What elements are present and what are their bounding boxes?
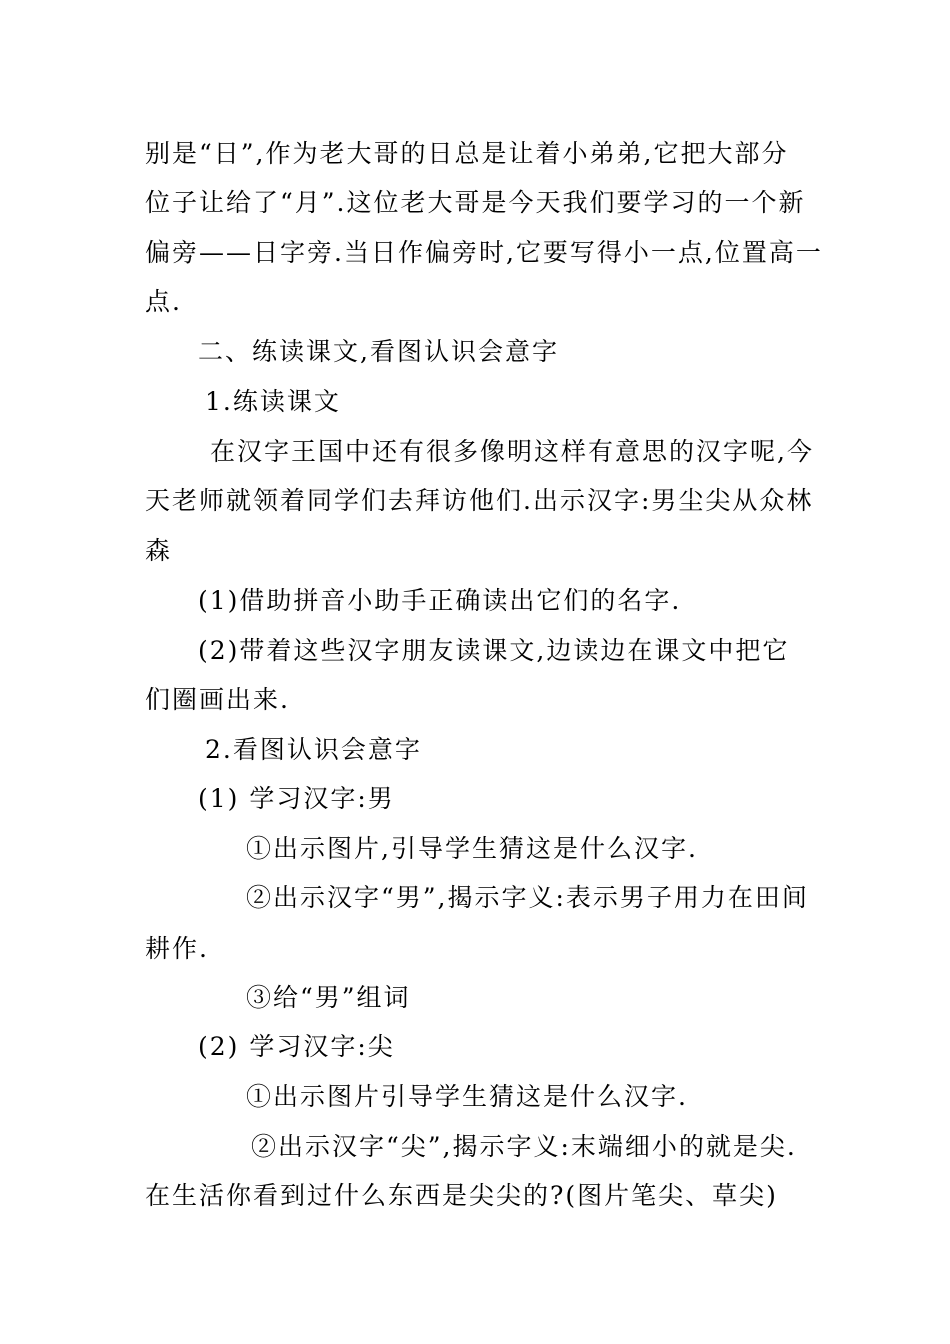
text-line-11: (2)带着这些汉字朋友读课文,边读边在课文中把它 bbox=[198, 636, 790, 665]
text-line-12: 们圈画出来. bbox=[145, 685, 290, 714]
text-line-1: 别是“日”,作为老大哥的日总是让着小弟弟,它把大部分 bbox=[145, 139, 789, 168]
text-line-3: 偏旁——日字旁.当日作偏旁时,它要写得小一点,位置高一 bbox=[145, 238, 823, 267]
text-line-21: ②出示汉字“尖”,揭示字义:末端细小的就是尖. bbox=[251, 1132, 797, 1161]
text-line-4: 点. bbox=[145, 287, 182, 316]
text-line-10: (1)借助拼音小助手正确读出它们的名字. bbox=[198, 586, 682, 615]
text-line-19: (2) 学习汉字:尖 bbox=[198, 1032, 395, 1061]
section-heading: 二、练读课文,看图认识会意字 bbox=[198, 337, 559, 366]
text-line-18: ③给“男”组词 bbox=[246, 983, 411, 1012]
text-line-7: 在汉字王国中还有很多像明这样有意思的汉字呢,今 bbox=[210, 437, 814, 466]
text-line-9: 森 bbox=[145, 536, 173, 565]
text-line-17: 耕作. bbox=[145, 934, 209, 963]
subsection-heading-2: 2.看图认识会意字 bbox=[205, 735, 422, 764]
subsection-heading-1: 1.练读课文 bbox=[205, 387, 341, 416]
text-line-14: (1) 学习汉字:男 bbox=[198, 784, 395, 813]
text-line-16: ②出示汉字“男”,揭示字义:表示男子用力在田间 bbox=[246, 883, 809, 912]
text-line-20: ①出示图片引导学生猜这是什么汉字. bbox=[246, 1082, 688, 1111]
text-line-2: 位子让给了“月”.这位老大哥是今天我们要学习的一个新 bbox=[145, 188, 806, 217]
text-line-15: ①出示图片,引导学生猜这是什么汉字. bbox=[246, 834, 698, 863]
text-line-8: 天老师就领着同学们去拜访他们.出示汉字:男尘尖从众林 bbox=[145, 486, 814, 515]
text-line-22: 在生活你看到过什么东西是尖尖的?(图片笔尖、草尖) bbox=[145, 1181, 778, 1210]
